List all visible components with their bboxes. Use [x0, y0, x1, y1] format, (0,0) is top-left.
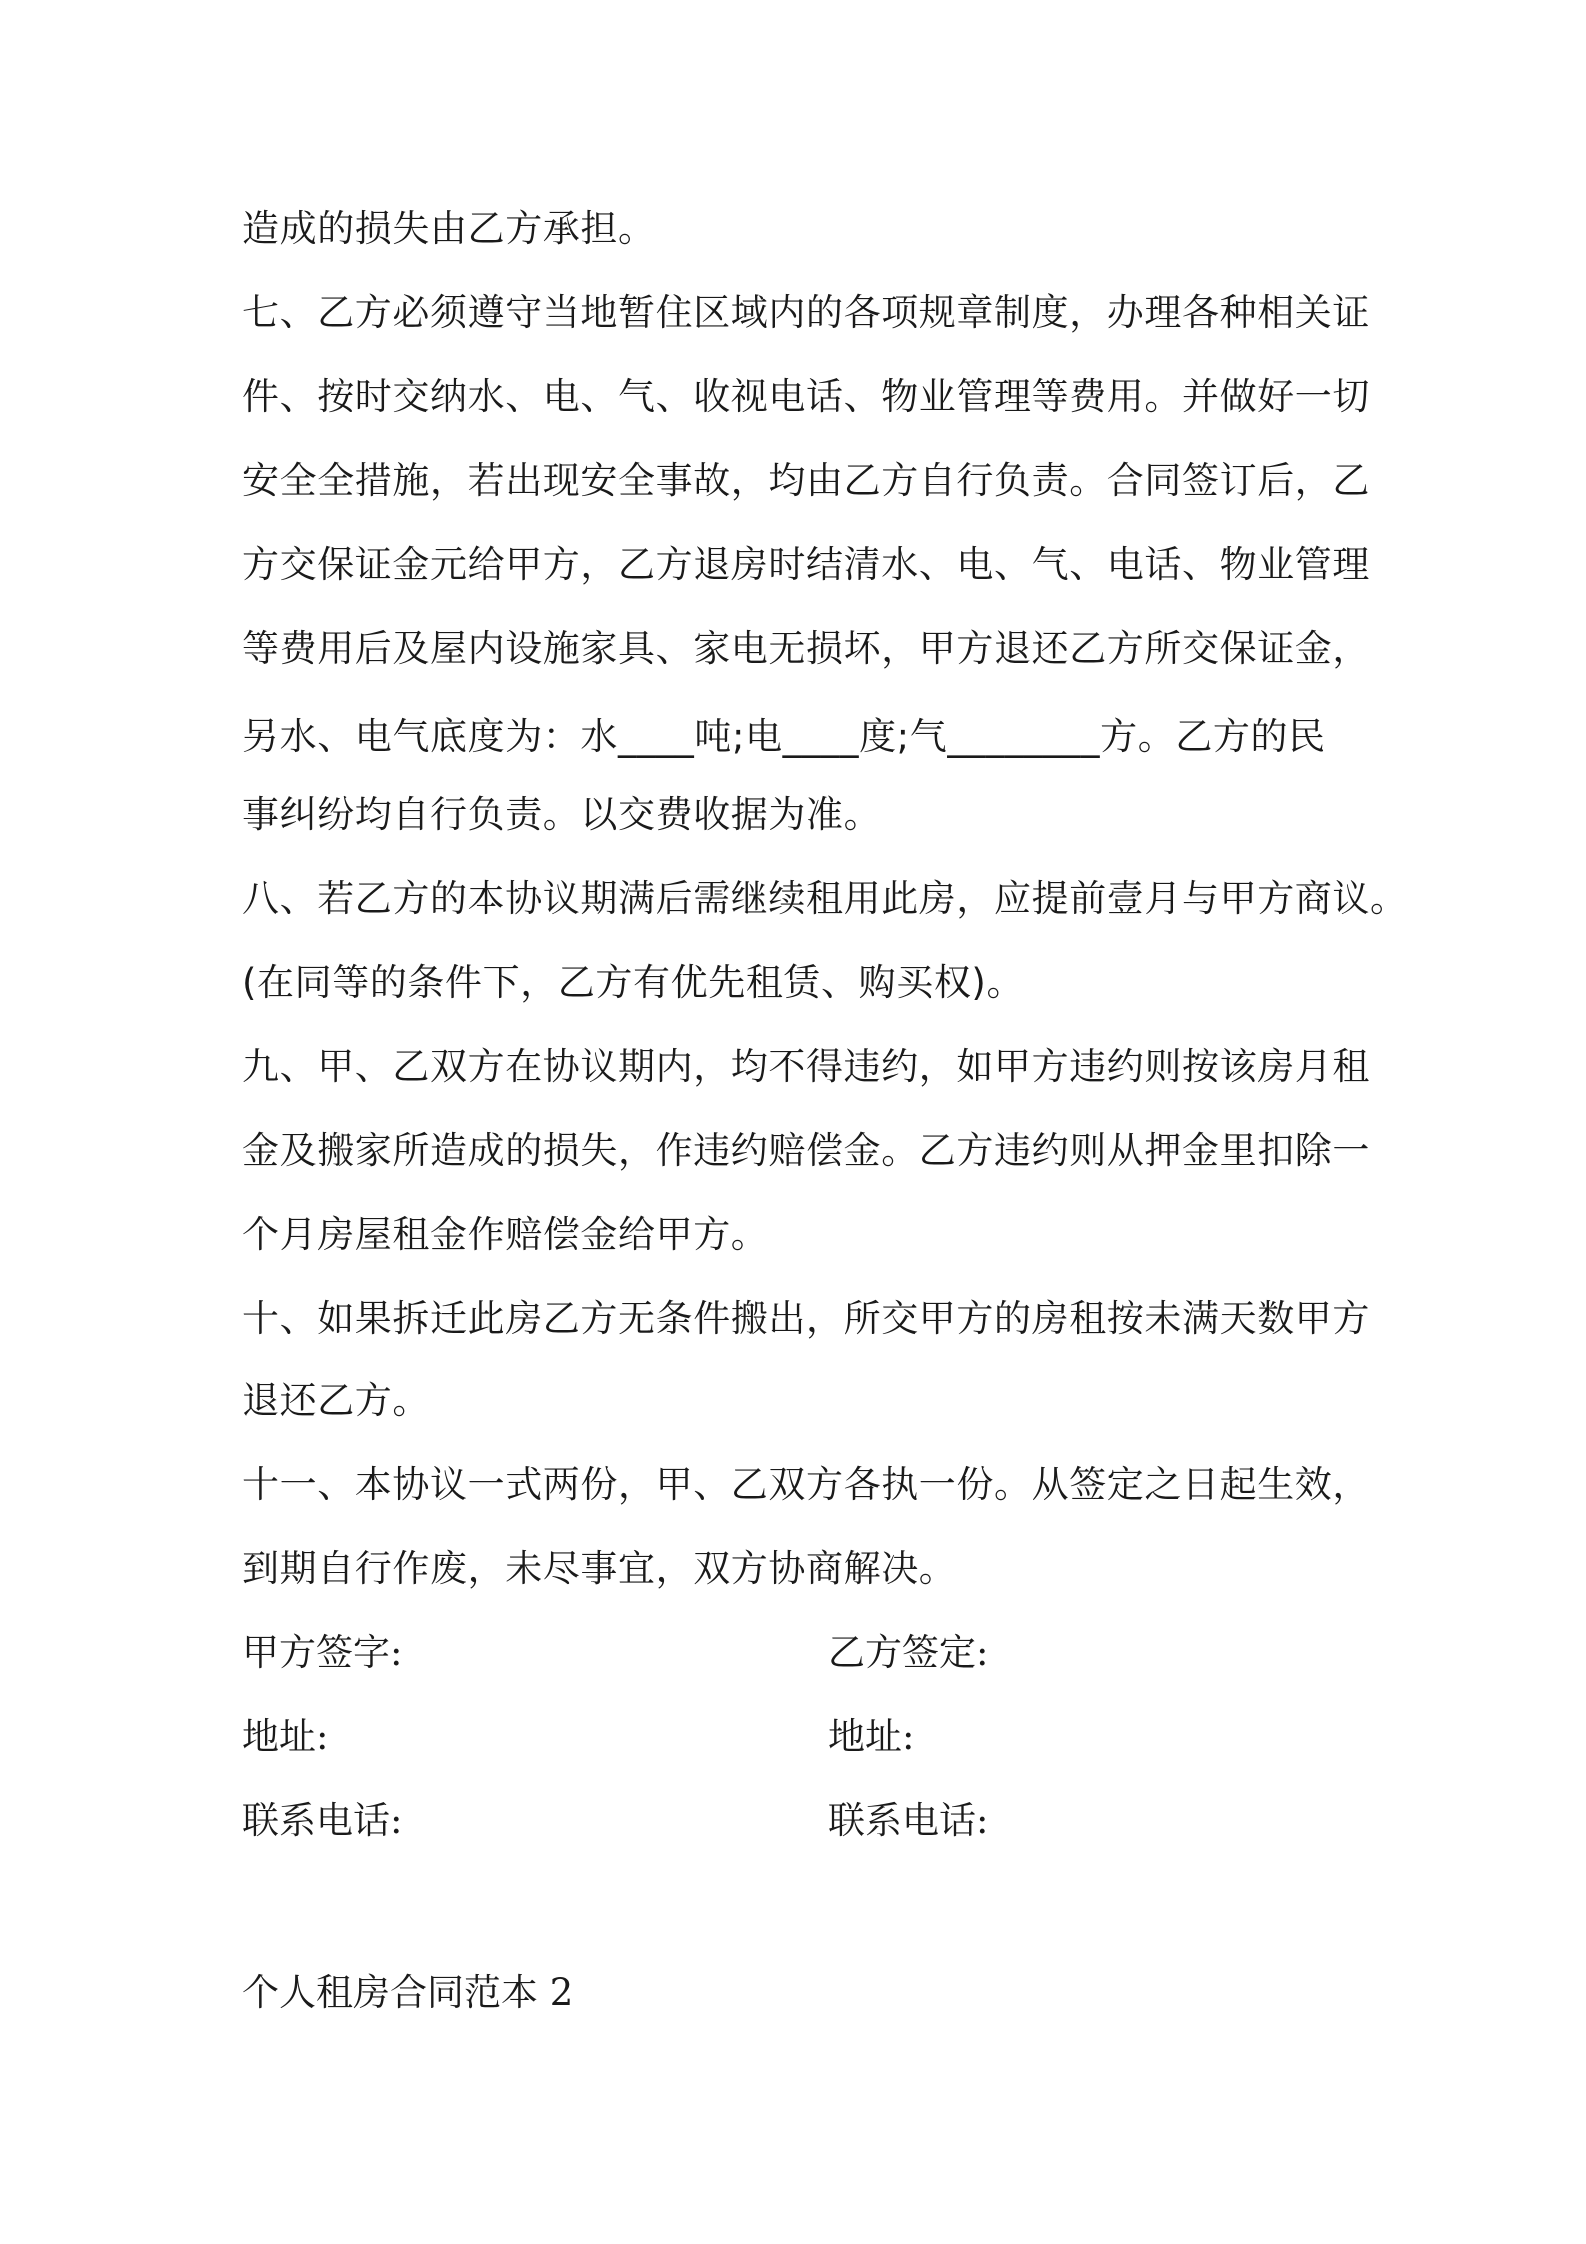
paragraph-line: 退还乙方。 [242, 1379, 430, 1422]
paragraph-line: 另水、电气底度为：水____吨;电____度;气________方。乙方的民 [242, 715, 1326, 758]
party-b-phone-label: 联系电话: [828, 1799, 989, 1842]
paragraph-line: 件、按时交纳水、电、气、收视电话、物业管理等费用。并做好一切 [242, 375, 1370, 418]
party-a-address-label: 地址: [242, 1715, 329, 1758]
paragraph-line: 九、甲、乙双方在协议期内，均不得违约，如甲方违约则按该房月租 [242, 1045, 1370, 1088]
paragraph-line: 安全全措施，若出现安全事故，均由乙方自行负责。合同签订后，乙 [242, 459, 1370, 502]
paragraph-line: 十一、本协议一式两份，甲、乙双方各执一份。从签定之日起生效， [242, 1463, 1370, 1506]
paragraph-line: (在同等的条件下，乙方有优先租赁、购买权)。 [242, 961, 1025, 1004]
section-title: 个人租房合同范本 2 [242, 1971, 574, 2014]
paragraph-line: 方交保证金元给甲方，乙方退房时结清水、电、气、电话、物业管理 [242, 543, 1370, 586]
paragraph-line: 十、如果拆迁此房乙方无条件搬出，所交甲方的房租按未满天数甲方 [242, 1297, 1370, 1340]
paragraph-line: 到期自行作废，未尽事宜，双方协商解决。 [242, 1547, 957, 1590]
party-a-signature-label: 甲方签字: [242, 1631, 403, 1674]
paragraph-line: 七、乙方必须遵守当地暂住区域内的各项规章制度，办理各种相关证 [242, 291, 1370, 334]
paragraph-line: 造成的损失由乙方承担。 [242, 207, 656, 250]
paragraph-line: 金及搬家所造成的损失，作违约赔偿金。乙方违约则从押金里扣除一 [242, 1129, 1370, 1172]
paragraph-line: 个月房屋租金作赔偿金给甲方。 [242, 1213, 769, 1256]
party-a-phone-label: 联系电话: [242, 1799, 403, 1842]
party-b-signature-label: 乙方签定: [828, 1631, 989, 1674]
paragraph-line: 八、若乙方的本协议期满后需继续租用此房，应提前壹月与甲方商议。 [242, 877, 1408, 920]
paragraph-line: 等费用后及屋内设施家具、家电无损坏，甲方退还乙方所交保证金， [242, 627, 1370, 670]
paragraph-line: 事纠纷均自行负责。以交费收据为准。 [242, 793, 882, 836]
party-b-address-label: 地址: [828, 1715, 915, 1758]
